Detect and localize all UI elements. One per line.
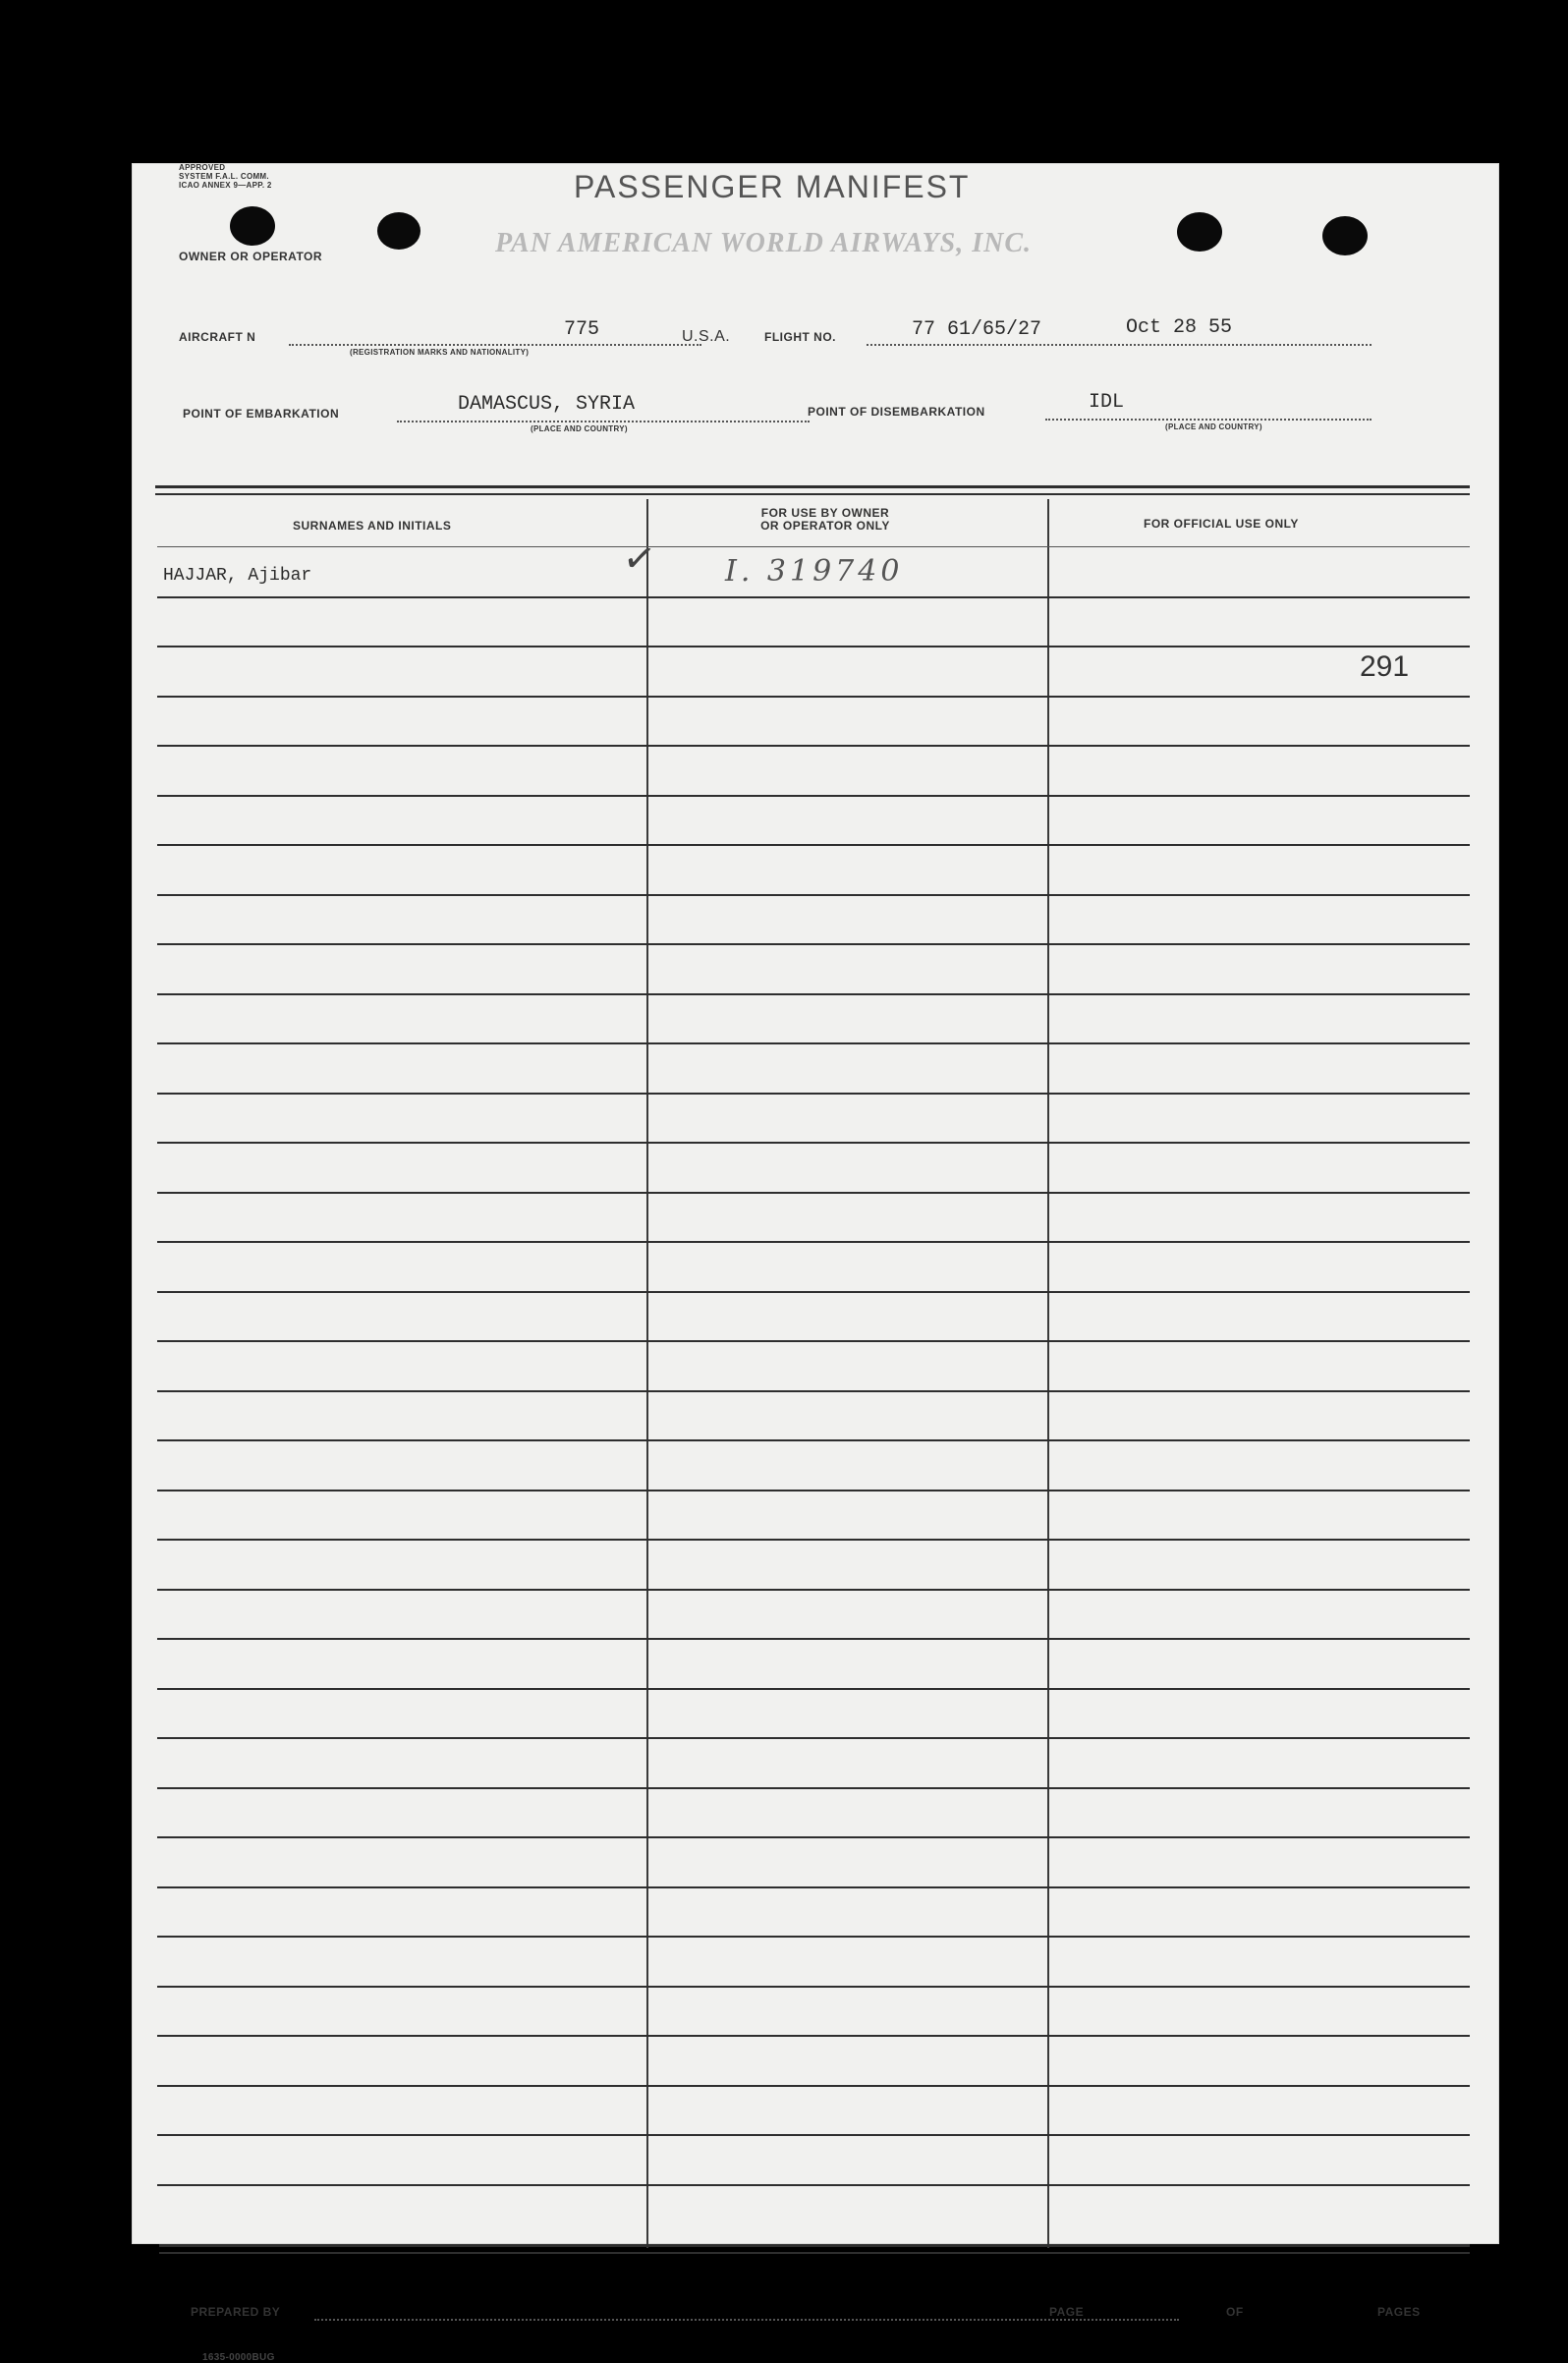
check-mark: ✓ xyxy=(619,534,659,585)
prepared-by-label: PREPARED BY xyxy=(191,2305,281,2319)
table-rule-line xyxy=(157,1986,1470,1988)
passenger-name: HAJJAR, Ajibar xyxy=(163,566,312,586)
table-bottom-rule-2 xyxy=(159,2252,1470,2254)
punch-hole-1 xyxy=(230,206,275,246)
approval-line-3: ICAO ANNEX 9—APP. 2 xyxy=(179,181,272,190)
flight-number: 77 61/65/27 xyxy=(912,318,1042,341)
table-rule-line xyxy=(157,546,1470,547)
operator-stamp: PAN AMERICAN WORLD AIRWAYS, INC. xyxy=(495,228,1033,258)
table-rule-line xyxy=(157,1490,1470,1491)
table-rule-line xyxy=(157,696,1470,698)
table-rule-line xyxy=(157,1589,1470,1591)
embarkation-value: DAMASCUS, SYRIA xyxy=(458,393,636,416)
col-header-names: SURNAMES AND INITIALS xyxy=(293,519,452,533)
table-rule-line xyxy=(157,1042,1470,1044)
punch-hole-4 xyxy=(1322,216,1368,255)
page-label: PAGE xyxy=(1049,2305,1085,2319)
flight-line xyxy=(867,344,1372,346)
table-rule-line xyxy=(157,1390,1470,1392)
table-rule-line xyxy=(157,646,1470,647)
table-rule-line xyxy=(157,993,1470,995)
col-header-official: FOR OFFICIAL USE ONLY xyxy=(1144,517,1299,531)
table-rule-line xyxy=(157,1936,1470,1938)
flight-label: FLIGHT NO. xyxy=(764,330,836,344)
manifest-page xyxy=(132,163,1499,2363)
embarkation-line xyxy=(397,421,810,422)
table-rule-line xyxy=(157,894,1470,896)
table-bottom-rule xyxy=(159,2244,1470,2247)
table-rule-line xyxy=(157,1737,1470,1739)
table-rule-line xyxy=(157,2134,1470,2136)
flight-date: Oct 28 55 xyxy=(1126,316,1233,339)
table-rule-line xyxy=(157,1142,1470,1144)
table-rule-line xyxy=(157,2035,1470,2037)
pages-label: PAGES xyxy=(1377,2305,1421,2319)
table-rule-line xyxy=(157,1836,1470,1838)
owner-label: OWNER OR OPERATOR xyxy=(179,250,323,263)
disembarkation-sublabel: (PLACE AND COUNTRY) xyxy=(1165,422,1262,431)
usa-label: U.S.A. xyxy=(682,328,731,345)
approval-line-1: APPROVED xyxy=(179,163,226,172)
table-rule-line xyxy=(157,1093,1470,1095)
table-rule-line xyxy=(157,1539,1470,1541)
table-rule-line xyxy=(157,1439,1470,1441)
prepared-by-line xyxy=(314,2319,1179,2321)
disembarkation-value: IDL xyxy=(1089,391,1125,414)
table-rule-line xyxy=(157,1241,1470,1243)
table-rule-line xyxy=(157,795,1470,797)
disembarkation-line xyxy=(1045,419,1372,421)
official-number: 291 xyxy=(1360,650,1410,683)
embarkation-sublabel: (PLACE AND COUNTRY) xyxy=(531,424,628,433)
table-rule-line xyxy=(157,1291,1470,1293)
col-header-operator xyxy=(698,507,953,533)
approval-block xyxy=(179,163,272,190)
table-rule-line xyxy=(157,596,1470,598)
approval-line-2: SYSTEM F.A.L. COMM. xyxy=(179,172,269,181)
table-rule-line xyxy=(157,745,1470,747)
table-rule-line xyxy=(157,1340,1470,1342)
table-rule-line xyxy=(157,844,1470,846)
table-rule-line xyxy=(157,1886,1470,1888)
table-rule-line xyxy=(157,1192,1470,1194)
disembarkation-label: POINT OF DISEMBARKATION xyxy=(808,405,985,419)
print-code: 1635-0000BUG xyxy=(202,2352,275,2363)
embarkation-label: POINT OF EMBARKATION xyxy=(183,407,340,421)
table-rule-line xyxy=(157,1638,1470,1640)
col-header-operator-line-2: OR OPERATOR ONLY xyxy=(760,519,890,533)
of-label: OF xyxy=(1226,2305,1244,2319)
aircraft-label: AIRCRAFT N xyxy=(179,330,256,344)
table-rule-line xyxy=(157,943,1470,945)
table-top-rule-2 xyxy=(155,493,1470,495)
table-rule-line xyxy=(157,1787,1470,1789)
table-rule-line xyxy=(157,2085,1470,2087)
punch-hole-3 xyxy=(1177,212,1222,252)
aircraft-sublabel: (REGISTRATION MARKS AND NATIONALITY) xyxy=(350,348,530,357)
page-title: PASSENGER MANIFEST xyxy=(574,169,971,204)
table-rule-line xyxy=(157,2184,1470,2186)
aircraft-number: 775 xyxy=(564,318,600,341)
aircraft-line xyxy=(289,344,701,346)
punch-hole-2 xyxy=(377,212,420,250)
table-rule-line xyxy=(157,1688,1470,1690)
table-top-rule xyxy=(155,485,1470,488)
col-header-operator-line-1: FOR USE BY OWNER xyxy=(760,506,890,520)
operator-note: I. 319740 xyxy=(725,554,904,589)
